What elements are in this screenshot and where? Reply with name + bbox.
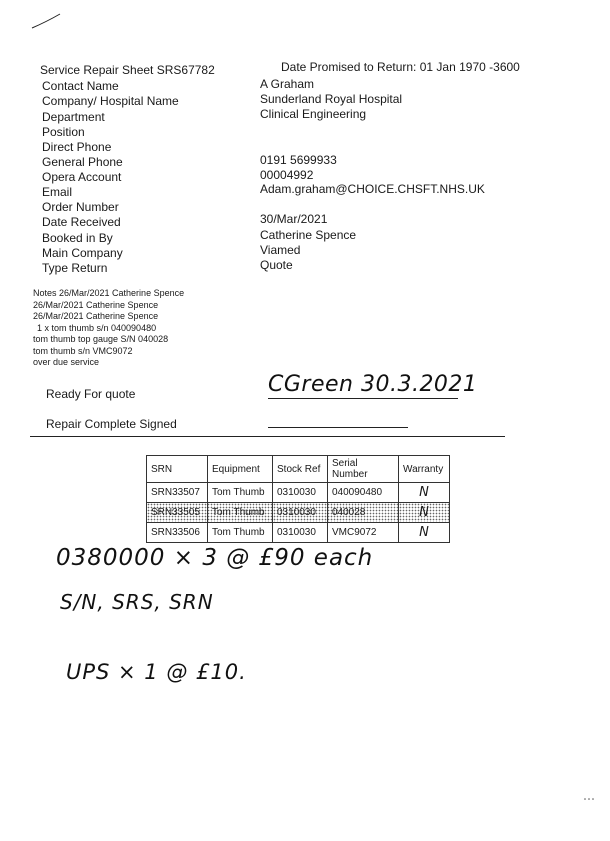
col-header-srn: SRN <box>147 456 208 483</box>
cell-stock-ref: 0310030 <box>273 483 328 503</box>
table-row <box>147 483 450 503</box>
col-header-warranty: Warranty <box>399 456 450 483</box>
notes-block <box>33 288 184 369</box>
note-line: Notes 26/Mar/2021 Catherine Spence <box>33 288 185 298</box>
cell-serial-number: VMC9072 <box>328 523 399 543</box>
col-header-stock-ref: Stock Ref <box>273 456 328 483</box>
cell-serial-number: 040090480 <box>328 483 399 503</box>
cell-stock-ref: 0310030 <box>273 503 328 523</box>
cell-serial-number: 040028 <box>328 503 399 523</box>
scan-mark-icon <box>30 8 70 32</box>
value-email: Adam.graham@CHOICE.CHSFT.NHS.UK <box>260 182 485 196</box>
label-position: Position <box>42 125 85 139</box>
value-company: Sunderland Royal Hospital <box>260 92 403 106</box>
value-contact-name: A Graham <box>260 77 315 91</box>
note-line: 1 x tom thumb s/n 040090480 <box>37 322 157 333</box>
label-date-received: Date Received <box>42 215 121 229</box>
date-promised <box>281 60 520 74</box>
date-promised-label: Date Promised to Return: <box>281 60 417 74</box>
cell-warranty: N <box>399 523 450 543</box>
cell-srn: SRN33506 <box>147 523 208 543</box>
label-opera-account: Opera Account <box>42 170 122 184</box>
label-direct-phone: Direct Phone <box>42 140 112 154</box>
note-line: 26/Mar/2021 Catherine Spence <box>33 299 159 310</box>
cell-equipment: Tom Thumb <box>208 503 273 523</box>
handwritten-line-ups: UPS × 1 @ £10. <box>66 660 247 684</box>
label-department: Department <box>42 110 105 124</box>
cell-srn: SRN33507 <box>147 483 208 503</box>
cell-equipment: Tom Thumb <box>208 523 273 543</box>
label-company: Company/ Hospital Name <box>42 94 179 108</box>
label-general-phone: General Phone <box>42 155 123 169</box>
cell-warranty: N <box>399 503 450 523</box>
value-opera-account: 00004992 <box>260 168 314 182</box>
label-booked-in-by: Booked in By <box>42 231 113 245</box>
col-header-equipment: Equipment <box>208 456 273 483</box>
complete-signature-line <box>268 427 408 428</box>
note-line: tom thumb s/n VMC9072 <box>33 345 133 356</box>
cell-warranty: N <box>399 483 450 503</box>
cell-stock-ref: 0310030 <box>273 523 328 543</box>
repair-complete-label: Repair Complete Signed <box>46 417 177 431</box>
value-date-received: 30/Mar/2021 <box>260 212 328 226</box>
table-row <box>147 503 450 523</box>
note-line: tom thumb top gauge S/N 040028 <box>33 334 169 344</box>
note-line: 26/Mar/2021 Catherine Spence <box>33 311 159 321</box>
cell-equipment: Tom Thumb <box>208 483 273 503</box>
value-general-phone: 0191 5699933 <box>260 153 337 167</box>
ready-signature-line <box>268 398 458 399</box>
value-department: Clinical Engineering <box>260 107 367 121</box>
table-header-row <box>147 456 450 483</box>
value-main-company: Viamed <box>260 243 301 257</box>
scan-speck-icon <box>582 795 596 803</box>
handwritten-line-refs: S/N, SRS, SRN <box>60 590 214 614</box>
col-header-serial-number: Serial Number <box>328 456 399 483</box>
note-line: over due service <box>33 357 100 367</box>
parts-table <box>146 455 450 543</box>
label-email: Email <box>42 185 73 199</box>
handwritten-line-parts: 0380000 × 3 @ £90 each <box>56 545 374 571</box>
cell-srn: SRN33505 <box>147 503 208 523</box>
ready-signature: CGreen 30.3.2021 <box>268 372 478 397</box>
label-main-company: Main Company <box>42 246 123 260</box>
value-booked-in-by: Catherine Spence <box>260 228 357 242</box>
label-contact-name: Contact Name <box>42 79 119 93</box>
section-divider <box>30 436 505 437</box>
label-order-number: Order Number <box>42 200 119 214</box>
table-row <box>147 523 450 543</box>
label-type-return: Type Return <box>42 261 108 275</box>
sheet-title: Service Repair Sheet SRS67782 <box>40 63 215 77</box>
value-type-return: Quote <box>260 258 293 272</box>
date-promised-value: 01 Jan 1970 -3600 <box>419 60 520 74</box>
ready-for-quote-label: Ready For quote <box>46 387 136 401</box>
